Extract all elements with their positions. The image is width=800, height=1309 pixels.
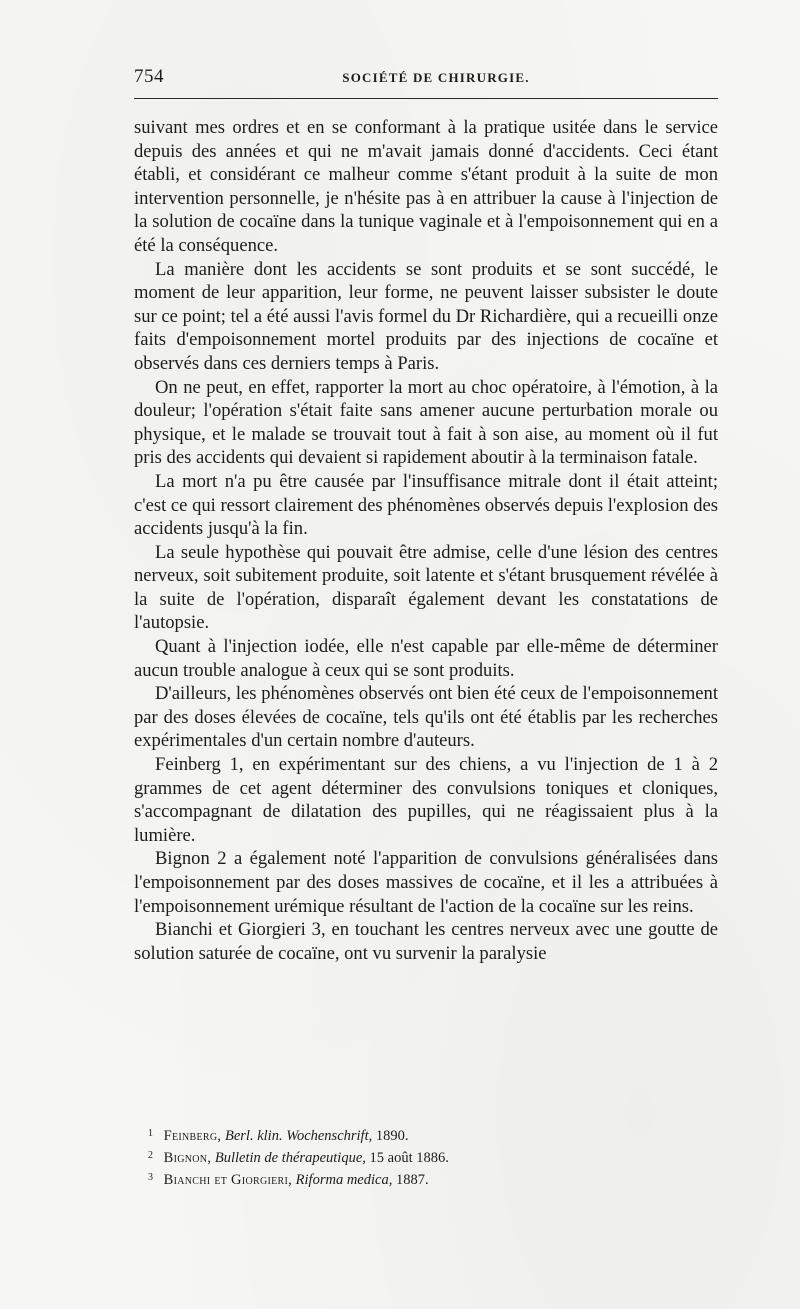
footnote-date: 1890. <box>375 1128 409 1144</box>
paragraph: La seule hypothèse qui pouvait être admise, celle d'une lésion des centres nerveux, soit subitement produite, soit latente et s'étant brusquement révélée à la suite de l'opération, disparaît également devant les constatations de l'autopsie. <box>134 541 718 634</box>
running-title: SOCIÉTÉ DE CHIRURGIE. <box>342 70 530 85</box>
paragraph: D'ailleurs, les phénomènes observés ont bien été ceux de l'empoisonnement par des doses élevées de cocaïne, tels qu'ils ont été établis par les recherches expérimentales d'un certain nombre d'auteurs. <box>134 683 718 752</box>
footnote-date: 1887. <box>395 1172 429 1188</box>
footnote <box>148 1146 708 1168</box>
footnote-author: Bignon, <box>163 1150 212 1166</box>
paragraph: Bignon 2 a également noté l'apparition de convulsions généralisées dans l'empoisonnement par des doses massives de cocaïne, et il les a attribuées à l'empoisonnement urémique résultant de l'action de la cocaïne sur les reins. <box>134 848 718 917</box>
header-rule <box>134 98 718 99</box>
paragraph: Feinberg 1, en expérimentant sur des chiens, a vu l'injection de 1 à 2 grammes de cet agent déterminer des convulsions toniques et cloniques, s'accompagnant de dilatation des pupilles, qui ne réagissaient plus à la lumière. <box>134 754 718 846</box>
footnote-mark: 1 <box>148 1128 153 1139</box>
paragraph: suivant mes ordres et en se conformant à la pratique usitée dans le service depuis des années et qui ne m'avait jamais donné d'accidents. Ceci étant établi, et considérant ce malheur comme s'étant produit à la suite de mon intervention personnelle, je n'hésite pas à en attribuer la cause à l'injection de la solution de cocaïne dans la tunique vaginale et à l'empoisonnement qui en a été la conséquence. <box>134 117 718 256</box>
page-number: 754 <box>134 66 164 87</box>
paragraph: La mort n'a pu être causée par l'insuffisance mitrale dont il était atteint; c'est ce qui ressort clairement des phénomènes observés depuis l'explosion des accidents jusqu'à la fin. <box>134 470 718 540</box>
paragraph: La manière dont les accidents se sont produits et se sont succédé, le moment de leur apparition, leur forme, ne peuvent laisser subsister le doute sur ce point; tel a été aussi l'avis formel du Dr Richardière, qui a recueilli onze faits d'empoisonnement mortel produits par des injections de cocaïne et observés dans ces derniers temps à Paris. <box>134 258 718 374</box>
body-text <box>134 116 718 965</box>
paragraph: Quant à l'injection iodée, elle n'est capable par elle-même de déterminer aucun trouble analogue à ceux qui se sont produits. <box>134 636 718 681</box>
paragraph: On ne peut, en effet, rapporter la mort au choc opératoire, à l'émotion, à la douleur; l'opération s'était faite sans amener aucune perturbation morale ou physique, et le malade se trouvait tout à fait à son aise, au moment où il fut pris des accidents qui devaient si rapidement aboutir à la terminaison fatale. <box>134 376 718 469</box>
footnote <box>148 1168 708 1190</box>
footnote-mark: 3 <box>148 1172 153 1183</box>
footnote-mark: 2 <box>148 1150 153 1161</box>
footnote-author: Bianchi et Giorgieri, <box>163 1172 293 1188</box>
page-header <box>134 62 718 98</box>
footnote-journal: Bulletin de thérapeutique, <box>214 1150 366 1166</box>
paragraph: Bianchi et Giorgieri 3, en touchant les centres nerveux avec une goutte de solution saturée de cocaïne, ont vu survenir la paralysie <box>134 919 718 964</box>
footnote-journal: Riforma medica, <box>295 1172 393 1188</box>
footnote-author: Feinberg, <box>163 1128 222 1144</box>
footnote-journal: Berl. klin. Wochenschrift, <box>224 1128 373 1144</box>
footnote <box>148 1124 708 1146</box>
footnote-date: 15 août 1886. <box>369 1150 449 1166</box>
footnotes <box>148 1124 708 1190</box>
